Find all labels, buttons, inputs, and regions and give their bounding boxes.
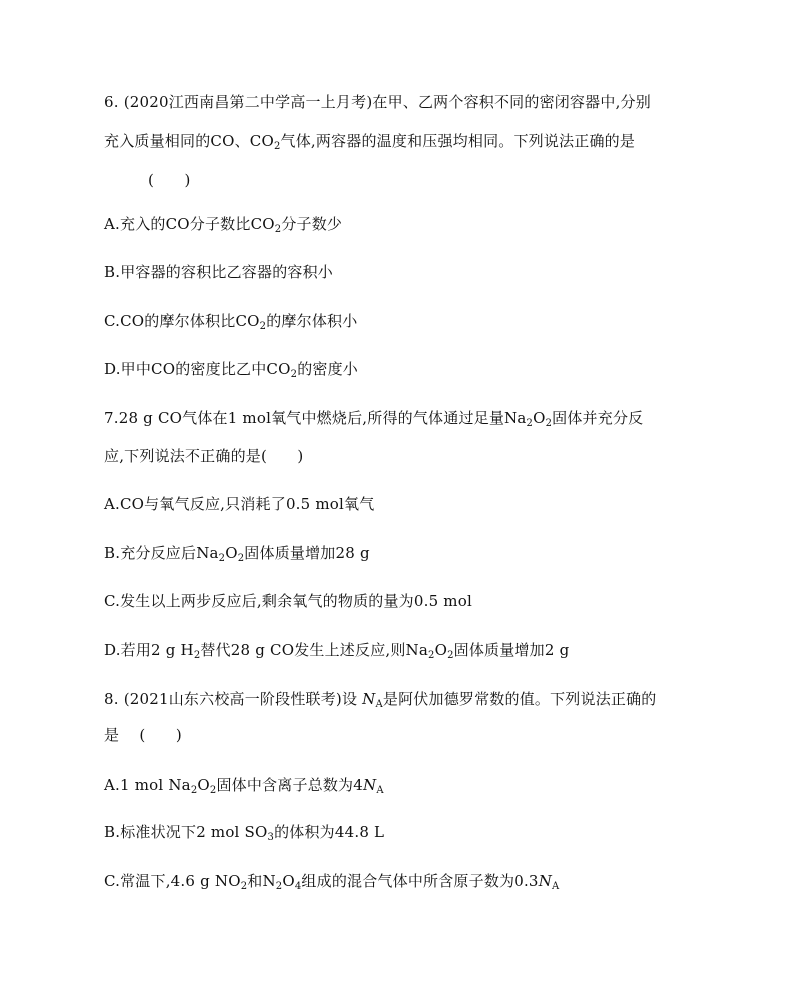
q8-opt-a1: A.1 mol Na: [104, 776, 191, 794]
q8-stem-1d: 是阿伏加德罗常数的值。下列说法正确的: [382, 690, 657, 708]
q6-opt-a1: A.充入的CO分子数比CO: [104, 215, 275, 233]
q6-option-a: [104, 214, 342, 234]
q8-stem-1b: N: [362, 690, 376, 708]
q7-stem-1b: 2: [526, 418, 534, 429]
q8-opt-c8: N: [538, 872, 553, 890]
q8-opt-a7: A: [376, 785, 384, 796]
q8-option-c: [104, 871, 559, 891]
q7-option-d: [104, 640, 569, 660]
q8-option-b: [104, 822, 384, 842]
q8-opt-a3: O: [197, 776, 210, 794]
q7-opt-d5: O: [434, 641, 448, 659]
q8-stem-2: 是: [104, 726, 135, 744]
q6-line1: [104, 92, 651, 112]
q6-stem-2b: 2: [273, 141, 281, 152]
q7-opt-b2: 2: [218, 553, 226, 564]
q8-opt-b1: B.标准状况下2 mol SO: [104, 823, 268, 841]
q8-opt-c6: 4: [294, 881, 302, 892]
q6-option-b: B.甲容器的容积比乙容器的容积小: [104, 263, 333, 281]
q6-stem-2a: 充入质量相同的CO、CO: [104, 132, 274, 150]
q8-number: 8.: [104, 690, 119, 708]
q6-opt-d2: 2: [290, 369, 298, 380]
q7-opt-d1: D.若用2 g H: [104, 641, 194, 659]
q6-option-d: [104, 359, 358, 379]
q7-line1: [104, 408, 643, 428]
q8-line2: [104, 725, 182, 745]
q7-option-a: A.CO与氧气反应,只消耗了0.5 mol氧气: [104, 495, 375, 513]
q7-stem-1d: 2: [545, 418, 553, 429]
q6-opt-d3: 的密度小: [297, 360, 358, 378]
q8-line1: [104, 689, 657, 709]
q6-opt-a2: 2: [274, 224, 282, 235]
q8-opt-a6: N: [362, 776, 377, 794]
q6-answer-paren: ( ): [148, 171, 191, 189]
q6-opt-a3: 分子数少: [281, 215, 343, 233]
q7-option-b: [104, 543, 370, 563]
q7-opt-b5: 固体质量增加28 g: [244, 544, 370, 562]
q8-opt-a4: 2: [209, 785, 217, 796]
q8-opt-c7: 组成的混合气体中所含原子数为0.3: [301, 872, 539, 890]
q7-number: 7.: [104, 409, 119, 427]
q8-answer-paren: ( ): [139, 726, 182, 744]
q8-opt-c3: 和N: [247, 872, 276, 890]
q8-opt-c2: 2: [240, 881, 248, 892]
q7-opt-d2: 2: [193, 650, 201, 661]
q7-stem-1c: O: [533, 409, 546, 427]
q6-opt-c1: C.CO的摩尔体积比CO: [104, 312, 260, 330]
q6-option-c: [104, 311, 357, 331]
q6-stem-2c: 气体,两容器的温度和压强均相同。下列说法正确的是: [280, 132, 636, 150]
q7-opt-b1: B.充分反应后Na: [104, 544, 219, 562]
q8-stem-1a: 设: [341, 690, 363, 708]
q6-opt-c3: 的摩尔体积小: [266, 312, 358, 330]
q8-opt-a5: 固体中含离子总数为4: [216, 776, 363, 794]
q7-line2: 应,下列说法不正确的是( ): [104, 447, 304, 465]
q7-opt-d3: 替代28 g CO发生上述反应,则Na: [200, 641, 429, 659]
q6-source: (2020江西南昌第二中学高一上月考): [123, 93, 373, 111]
q8-opt-c9: A: [552, 881, 560, 892]
q6-opt-d1: D.甲中CO的密度比乙中CO: [104, 360, 291, 378]
q7-stem-1a: 28 g CO气体在1 mol氧气中燃烧后,所得的气体通过足量Na: [118, 409, 527, 427]
q8-opt-c1: C.常温下,4.6 g NO: [104, 872, 241, 890]
q6-number: 6.: [104, 93, 119, 111]
q8-source: (2021山东六校高一阶段性联考): [123, 690, 342, 708]
q8-option-a: [104, 775, 384, 795]
q8-opt-b3: 的体积为44.8 L: [274, 823, 385, 841]
q8-opt-b2: 3: [267, 832, 275, 843]
q7-option-c: C.发生以上两步反应后,剩余氧气的物质的量为0.5 mol: [104, 592, 472, 610]
q7-opt-d7: 固体质量增加2 g: [453, 641, 570, 659]
q6-stem-1: 在甲、乙两个容积不同的密闭容器中,分别: [372, 93, 651, 111]
q6-opt-c2: 2: [259, 321, 267, 332]
q7-opt-b4: 2: [237, 553, 245, 564]
q6-line2: [104, 131, 635, 151]
q8-opt-c5: O: [282, 872, 295, 890]
q7-stem-1e: 固体并充分反: [552, 409, 644, 427]
q7-opt-b3: O: [225, 544, 238, 562]
q8-opt-c4: 2: [275, 881, 283, 892]
q7-opt-d4: 2: [428, 650, 435, 661]
q8-opt-a2: 2: [190, 785, 198, 796]
q7-opt-d6: 2: [447, 650, 454, 661]
q8-stem-1c: A: [375, 699, 383, 710]
